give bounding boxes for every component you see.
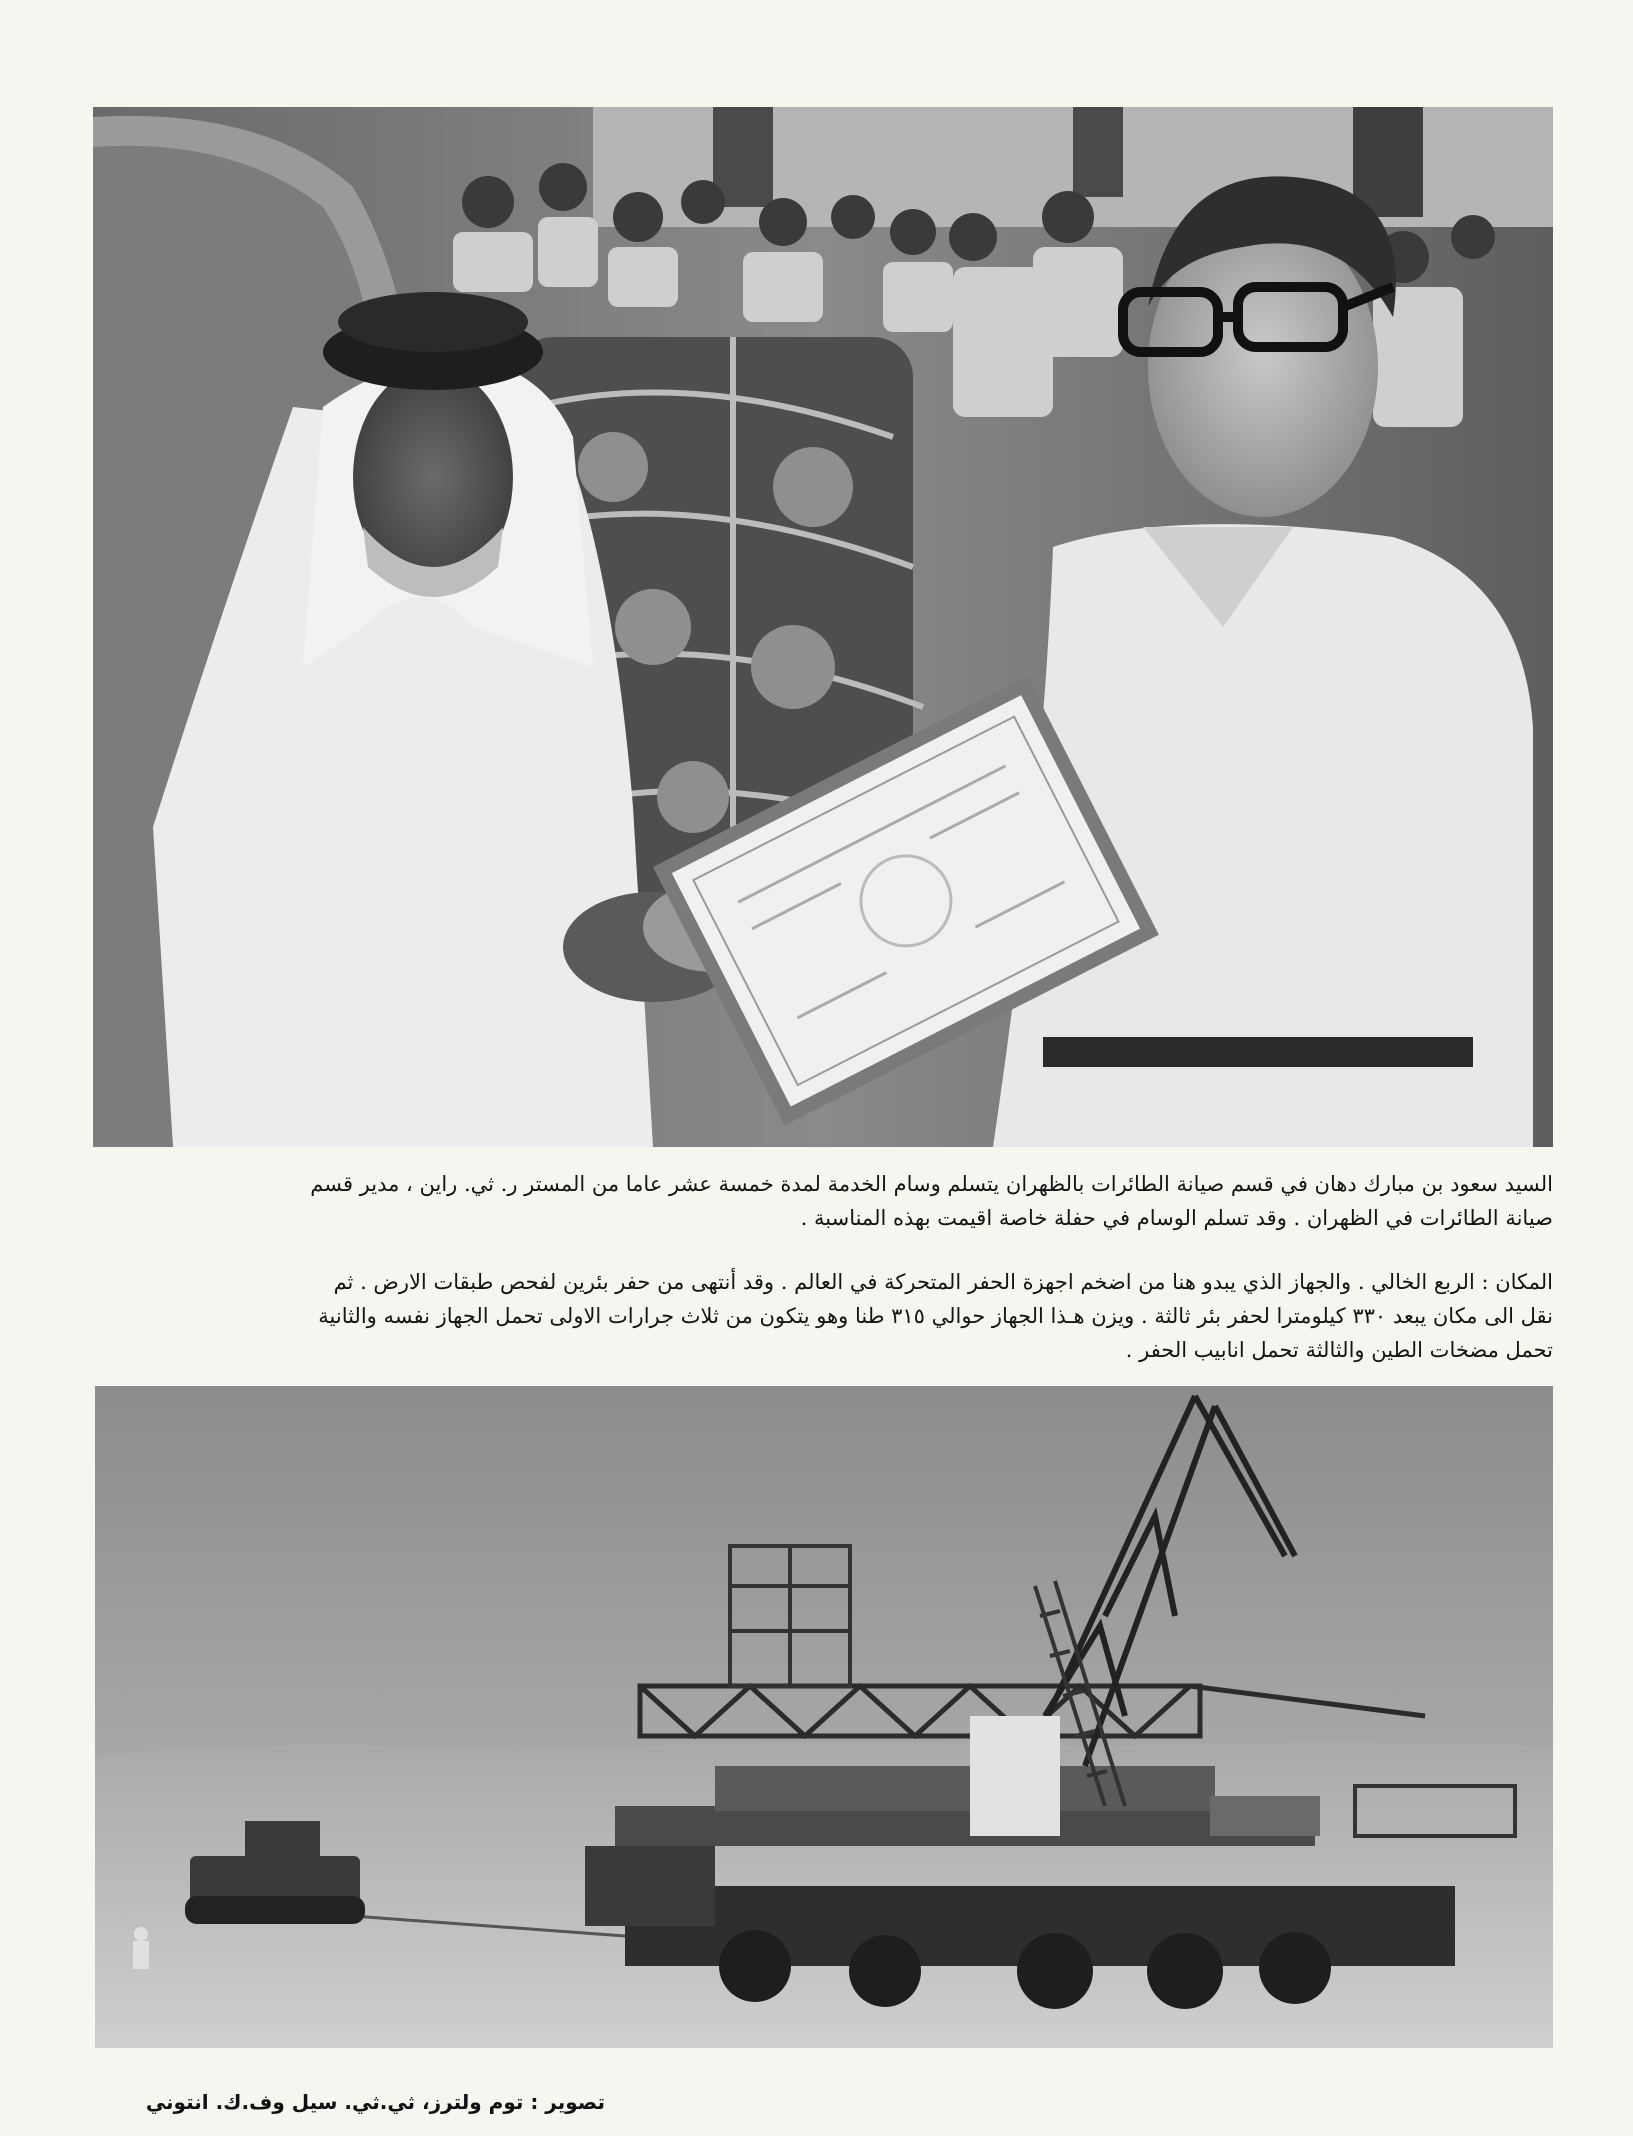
caption-top-line-1: السيد سعود بن مبارك دهان في قسم صيانة الطائرات بالظهران يتسلم وسام الخدمة لمدة خمسة عشر عاما من المستر ر. ثي. راين ، مدير قسم [310, 1172, 1553, 1196]
caption-bottom-line-2: نقل الى مكان يبعد ٣٣٠ كيلومترا لحفر بئر ثالثة . ويزن هـذا الجهاز حوالي ٣١٥ طنا وهو يتكون من ثلاث جرارات الاولى تحمل الجهاز نفسه والثانية [318, 1304, 1553, 1328]
caption-top-line-2: صيانة الطائرات في الظهران . وقد تسلم الوسام في حفلة خاصة اقيمت بهذه المناسبة . [800, 1206, 1553, 1230]
photo-credit: تصوير : توم ولترز، ثي.ثي. سيل وف.ك. انتوني [145, 2090, 605, 2114]
top-photo-caption [93, 1167, 1553, 1235]
bottom-photo-caption [93, 1265, 1553, 1367]
handshake-photo-image [93, 107, 1553, 1147]
caption-bottom-line-1: المكان : الربع الخالي . والجهاز الذي يبدو هنا من اضخم اجهزة الحفر المتحركة في العالم . وقد أنتهى من حفر بئرين لفحص طبقات الارض . ثم [333, 1270, 1553, 1294]
caption-bottom-line-3: تحمل مضخات الطين والثالثة تحمل انابيب الحفر . [1125, 1338, 1553, 1362]
top-photo [93, 107, 1553, 1147]
drilling-rig-photo-image [95, 1386, 1553, 2048]
bottom-photo [95, 1386, 1553, 2048]
